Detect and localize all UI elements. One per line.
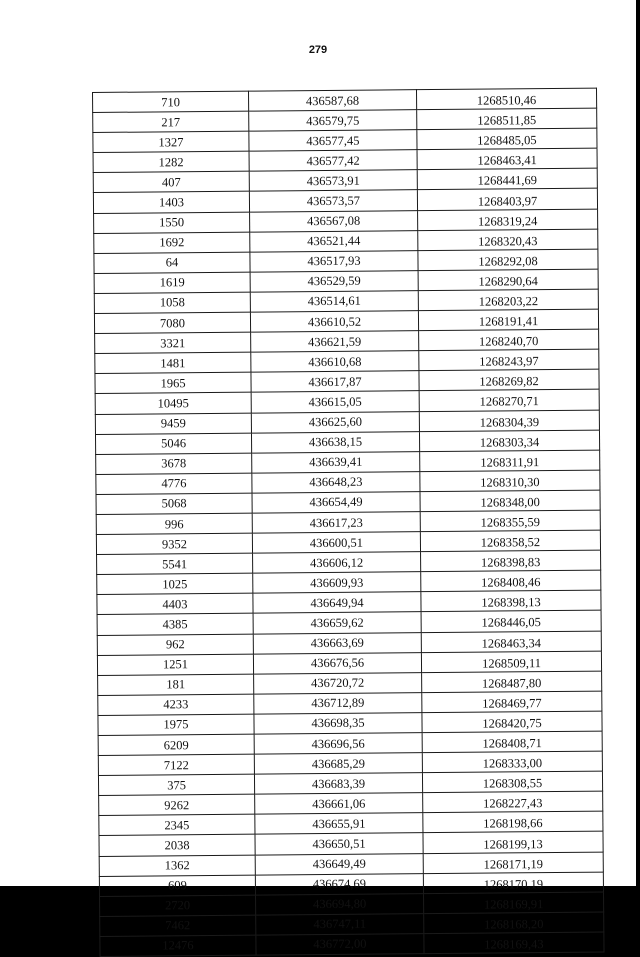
point-id-cell: 1362 bbox=[99, 855, 255, 876]
point-id-cell: 2720 bbox=[100, 895, 256, 916]
y-coordinate-cell: 1268446,05 bbox=[421, 611, 601, 633]
point-id-cell: 5541 bbox=[97, 553, 253, 574]
y-coordinate-cell: 1268170,19 bbox=[423, 872, 603, 894]
x-coordinate-cell: 436573,91 bbox=[249, 170, 417, 192]
y-coordinate-cell: 1268463,34 bbox=[421, 631, 601, 653]
point-id-cell: 12476 bbox=[100, 935, 256, 956]
point-id-cell: 1282 bbox=[93, 151, 249, 172]
y-coordinate-cell: 1268169,91 bbox=[424, 892, 604, 914]
y-coordinate-cell: 1268171,19 bbox=[423, 852, 603, 874]
x-coordinate-cell: 436610,68 bbox=[251, 351, 419, 373]
y-coordinate-cell: 1268485,05 bbox=[417, 128, 597, 150]
point-id-cell: 1619 bbox=[94, 272, 250, 293]
y-coordinate-cell: 1268269,82 bbox=[419, 369, 599, 391]
x-coordinate-cell: 436649,49 bbox=[255, 853, 423, 875]
point-id-cell: 996 bbox=[96, 513, 252, 534]
y-coordinate-cell: 1268310,30 bbox=[420, 470, 600, 492]
point-id-cell: 9352 bbox=[96, 533, 252, 554]
point-id-cell: 181 bbox=[98, 674, 254, 695]
x-coordinate-cell: 436615,05 bbox=[251, 391, 419, 413]
point-id-cell: 407 bbox=[93, 172, 249, 193]
point-id-cell: 6209 bbox=[98, 734, 254, 755]
x-coordinate-cell: 436683,39 bbox=[254, 773, 422, 795]
coordinates-table-body bbox=[93, 88, 605, 956]
point-id-cell: 4233 bbox=[98, 694, 254, 715]
y-coordinate-cell: 1268308,55 bbox=[422, 771, 602, 793]
y-coordinate-cell: 1268487,80 bbox=[422, 671, 602, 693]
x-coordinate-cell: 436698,35 bbox=[254, 713, 422, 735]
x-coordinate-cell: 436617,23 bbox=[252, 512, 420, 534]
point-id-cell: 1403 bbox=[93, 192, 249, 213]
x-coordinate-cell: 436587,68 bbox=[248, 90, 416, 112]
point-id-cell: 5068 bbox=[96, 493, 252, 514]
point-id-cell: 609 bbox=[99, 875, 255, 896]
point-id-cell: 1251 bbox=[97, 654, 253, 675]
x-coordinate-cell: 436654,49 bbox=[252, 492, 420, 514]
x-coordinate-cell: 436567,08 bbox=[250, 210, 418, 232]
point-id-cell: 1550 bbox=[94, 212, 250, 233]
y-coordinate-cell: 1268420,75 bbox=[422, 711, 602, 733]
y-coordinate-cell: 1268398,83 bbox=[421, 550, 601, 572]
point-id-cell: 710 bbox=[93, 91, 249, 112]
point-id-cell: 3321 bbox=[95, 332, 251, 353]
y-coordinate-cell: 1268191,41 bbox=[418, 309, 598, 331]
x-coordinate-cell: 436621,59 bbox=[251, 331, 419, 353]
y-coordinate-cell: 1268168,20 bbox=[424, 912, 604, 934]
y-coordinate-cell: 1268304,39 bbox=[419, 410, 599, 432]
point-id-cell: 5046 bbox=[95, 433, 251, 454]
point-id-cell: 375 bbox=[98, 774, 254, 795]
x-coordinate-cell: 436685,29 bbox=[254, 753, 422, 775]
x-coordinate-cell: 436579,75 bbox=[249, 110, 417, 132]
x-coordinate-cell: 436674,69 bbox=[255, 873, 423, 895]
x-coordinate-cell: 436648,23 bbox=[252, 471, 420, 493]
x-coordinate-cell: 436676,56 bbox=[253, 652, 421, 674]
y-coordinate-cell: 1268199,13 bbox=[423, 832, 603, 854]
point-id-cell: 962 bbox=[97, 634, 253, 655]
y-coordinate-cell: 1268270,71 bbox=[419, 389, 599, 411]
y-coordinate-cell: 1268509,11 bbox=[421, 651, 601, 673]
point-id-cell: 1058 bbox=[94, 292, 250, 313]
point-id-cell: 1327 bbox=[93, 131, 249, 152]
x-coordinate-cell: 436617,87 bbox=[251, 371, 419, 393]
point-id-cell: 64 bbox=[94, 252, 250, 273]
y-coordinate-cell: 1268240,70 bbox=[419, 329, 599, 351]
y-coordinate-cell: 1268198,66 bbox=[423, 811, 603, 833]
point-id-cell: 1481 bbox=[95, 352, 251, 373]
y-coordinate-cell: 1268227,43 bbox=[423, 791, 603, 813]
x-coordinate-cell: 436712,89 bbox=[254, 692, 422, 714]
x-coordinate-cell: 436655,91 bbox=[255, 813, 423, 835]
point-id-cell: 217 bbox=[93, 111, 249, 132]
x-coordinate-cell: 436573,57 bbox=[249, 190, 417, 212]
y-coordinate-cell: 1268348,00 bbox=[420, 490, 600, 512]
y-coordinate-cell: 1268408,71 bbox=[422, 731, 602, 753]
y-coordinate-cell: 1268292,08 bbox=[418, 249, 598, 271]
y-coordinate-cell: 1268290,64 bbox=[418, 269, 598, 291]
y-coordinate-cell: 1268303,34 bbox=[419, 430, 599, 452]
point-id-cell: 1975 bbox=[98, 714, 254, 735]
y-coordinate-cell: 1268333,00 bbox=[422, 751, 602, 773]
point-id-cell: 4776 bbox=[96, 473, 252, 494]
y-coordinate-cell: 1268320,43 bbox=[418, 229, 598, 251]
x-coordinate-cell: 436696,56 bbox=[254, 733, 422, 755]
point-id-cell: 7122 bbox=[98, 754, 254, 775]
x-coordinate-cell: 436661,06 bbox=[255, 793, 423, 815]
point-id-cell: 10495 bbox=[95, 393, 251, 414]
point-id-cell: 2038 bbox=[99, 835, 255, 856]
x-coordinate-cell: 436639,41 bbox=[252, 451, 420, 473]
y-coordinate-cell: 1268511,85 bbox=[417, 108, 597, 130]
point-id-cell: 1965 bbox=[95, 372, 251, 393]
coordinates-table bbox=[92, 88, 605, 957]
point-id-cell: 2345 bbox=[99, 814, 255, 835]
point-id-cell: 3678 bbox=[96, 453, 252, 474]
y-coordinate-cell: 1268355,59 bbox=[420, 510, 600, 532]
y-coordinate-cell: 1268311,91 bbox=[420, 450, 600, 472]
x-coordinate-cell: 436600,51 bbox=[252, 532, 420, 554]
x-coordinate-cell: 436720,72 bbox=[254, 672, 422, 694]
y-coordinate-cell: 1268441,69 bbox=[417, 168, 597, 190]
x-coordinate-cell: 436609,93 bbox=[253, 572, 421, 594]
x-coordinate-cell: 436529,59 bbox=[250, 271, 418, 293]
y-coordinate-cell: 1268243,97 bbox=[419, 349, 599, 371]
y-coordinate-cell: 1268403,97 bbox=[417, 189, 597, 211]
x-coordinate-cell: 436625,60 bbox=[251, 411, 419, 433]
x-coordinate-cell: 436694,80 bbox=[256, 893, 424, 915]
x-coordinate-cell: 436577,42 bbox=[249, 150, 417, 172]
point-id-cell: 1025 bbox=[97, 573, 253, 594]
page-number: 279 bbox=[308, 44, 328, 56]
y-coordinate-cell: 1268398,13 bbox=[421, 590, 601, 612]
point-id-cell: 1692 bbox=[94, 232, 250, 253]
x-coordinate-cell: 436659,62 bbox=[253, 612, 421, 634]
point-id-cell: 7080 bbox=[94, 312, 250, 333]
y-coordinate-cell: 1268319,24 bbox=[418, 209, 598, 231]
x-coordinate-cell: 436663,69 bbox=[253, 632, 421, 654]
x-coordinate-cell: 436577,45 bbox=[249, 130, 417, 152]
x-coordinate-cell: 436606,12 bbox=[253, 552, 421, 574]
point-id-cell: 4403 bbox=[97, 593, 253, 614]
x-coordinate-cell: 436610,52 bbox=[250, 311, 418, 333]
y-coordinate-cell: 1268408,46 bbox=[421, 570, 601, 592]
x-coordinate-cell: 436517,93 bbox=[250, 250, 418, 272]
x-coordinate-cell: 436650,51 bbox=[255, 833, 423, 855]
y-coordinate-cell: 1268510,46 bbox=[416, 88, 596, 110]
point-id-cell: 9262 bbox=[99, 794, 255, 815]
y-coordinate-cell: 1268169,43 bbox=[424, 932, 604, 954]
point-id-cell: 9459 bbox=[95, 413, 251, 434]
y-coordinate-cell: 1268469,77 bbox=[422, 691, 602, 713]
x-coordinate-cell: 436772,00 bbox=[256, 934, 424, 956]
x-coordinate-cell: 436747,11 bbox=[256, 913, 424, 935]
x-coordinate-cell: 436649,94 bbox=[253, 592, 421, 614]
y-coordinate-cell: 1268358,52 bbox=[420, 530, 600, 552]
table-row bbox=[100, 932, 604, 956]
y-coordinate-cell: 1268203,22 bbox=[418, 289, 598, 311]
x-coordinate-cell: 436521,44 bbox=[250, 230, 418, 252]
point-id-cell: 7462 bbox=[100, 915, 256, 936]
x-coordinate-cell: 436638,15 bbox=[251, 431, 419, 453]
x-coordinate-cell: 436514,61 bbox=[250, 291, 418, 313]
y-coordinate-cell: 1268463,41 bbox=[417, 148, 597, 170]
point-id-cell: 4385 bbox=[97, 614, 253, 635]
